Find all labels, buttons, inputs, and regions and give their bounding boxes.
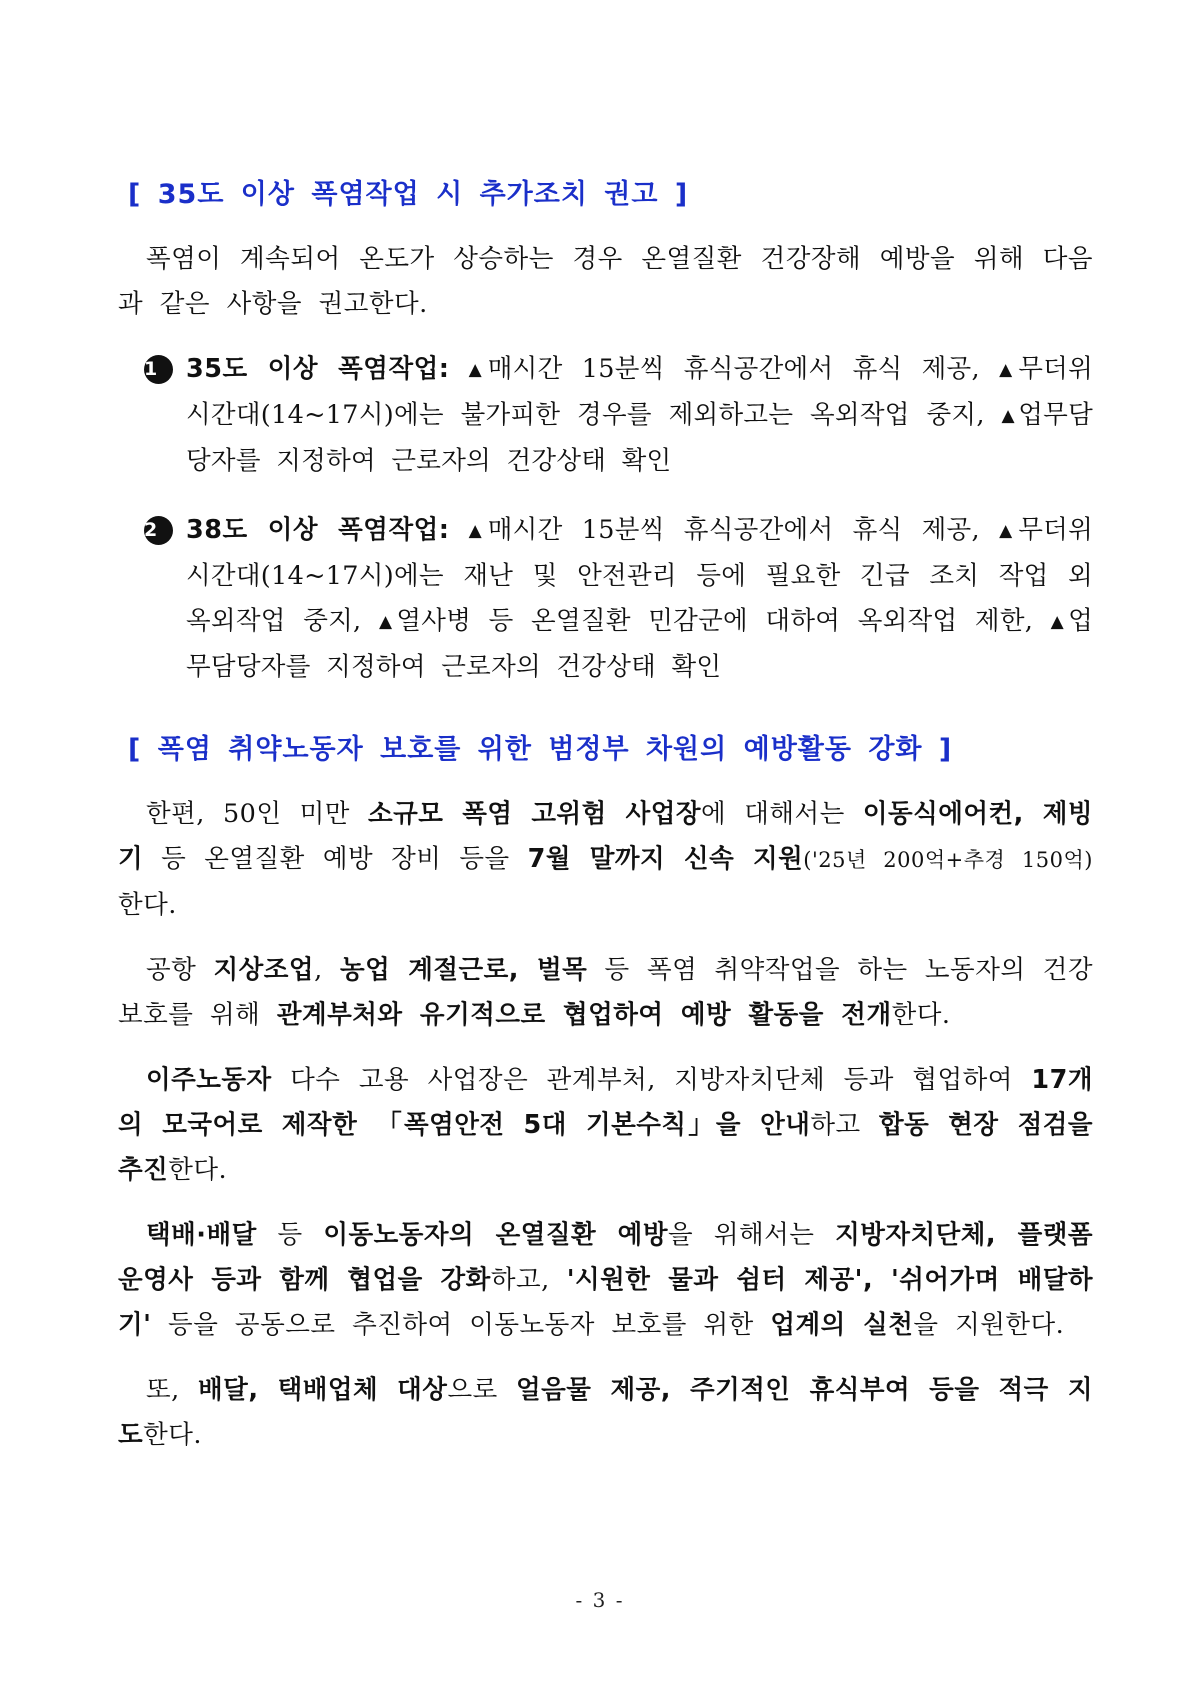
list-item-38-degree bbox=[118, 508, 1093, 690]
item-title: 35도 이상 폭염작업: bbox=[186, 354, 450, 384]
list-item-35-degree bbox=[118, 347, 1093, 484]
item-bullet: 매시간 15분씩 휴식공간에서 휴식 제공, bbox=[487, 354, 980, 384]
item-bullet: 열사병 등 온열질환 민감군에 대하여 옥외작업 제한, bbox=[396, 606, 1034, 636]
section-heading-heatwave-35: [ 35도 이상 폭염작업 시 추가조치 권고 ] bbox=[128, 179, 689, 210]
page-content bbox=[118, 175, 1093, 1478]
item-bullet: 무더위 시간대(14~17시)에는 불가피한 경우를 제외하고는 옥외작업 중지, bbox=[186, 354, 1094, 430]
item-bullet: 업무담당자를 지정하여 근로자의 건강상태 확인 bbox=[186, 606, 1094, 682]
circled-number-icon: 1 bbox=[144, 355, 173, 384]
section-heading-vulnerable-workers: [ 폭염 취약노동자 보호를 위한 범정부 차원의 예방활동 강화 ] bbox=[128, 734, 953, 765]
paragraph-vulnerable-jobs: 공항 지상조업, 농업 계절근로, 벌목 등 폭염 취약작업을 하는 노동자의 건강 보호를 위해 관계부처와 유기적으로 협업하여 예방 활동을 전개한다. bbox=[118, 955, 1093, 1030]
triangle-bullet-icon: ▲ bbox=[999, 360, 1017, 380]
triangle-bullet-icon: ▲ bbox=[999, 521, 1017, 541]
page-number: - 3 - bbox=[575, 1588, 625, 1612]
paragraph-migrant-workers: 이주노동자 다수 고용 사업장은 관계부처, 지방자치단체 등과 협업하여 17개의 모국어로 제작한 「폭염안전 5대 기본수칙」을 안내하고 합동 현장 점검을 추진한다. bbox=[118, 1065, 1094, 1185]
triangle-bullet-icon: ▲ bbox=[1050, 612, 1067, 632]
item-title: 38도 이상 폭염작업: bbox=[186, 515, 450, 545]
intro-paragraph: 폭염이 계속되어 온도가 상승하는 경우 온열질환 건강장해 예방을 위해 다음과 같은 사항을 권고한다. bbox=[118, 244, 1093, 319]
triangle-bullet-icon: ▲ bbox=[468, 521, 486, 541]
triangle-bullet-icon: ▲ bbox=[1001, 406, 1017, 426]
paragraph-small-workplaces: 한편, 50인 미만 소규모 폭염 고위험 사업장에 대해서는 이동식에어컨, 제빙기 등 온열질환 예방 장비 등을 7월 말까지 신속 지원('25년 200억+추경 150억)한다. bbox=[118, 799, 1093, 920]
triangle-bullet-icon: ▲ bbox=[378, 612, 395, 632]
item-bullet: 업무담당자를 지정하여 근로자의 건강상태 확인 bbox=[186, 400, 1094, 476]
paragraph-delivery-companies: 또, 배달, 택배업체 대상으로 얼음물 제공, 주기적인 휴식부여 등을 적극 지도한다. bbox=[118, 1375, 1093, 1450]
item-bullet: 무더위 시간대(14~17시)에는 재난 및 안전관리 등에 필요한 긴급 조치 작업 외 옥외작업 중지, bbox=[186, 515, 1094, 636]
circled-number-icon: 2 bbox=[144, 516, 173, 545]
paragraph-mobile-workers: 택배·배달 등 이동노동자의 온열질환 예방을 위해서는 지방자치단체, 플랫폼 운영사 등과 함께 협업을 강화하고, '시원한 물과 쉼터 제공', '쉬어가며 배달하기' 등을 공동으로 추진하여 이동노동자 보호를 위한 업계의 실천을 지원한다. bbox=[118, 1220, 1094, 1340]
item-bullet: 매시간 15분씩 휴식공간에서 휴식 제공, bbox=[487, 515, 980, 545]
triangle-bullet-icon: ▲ bbox=[468, 360, 486, 380]
